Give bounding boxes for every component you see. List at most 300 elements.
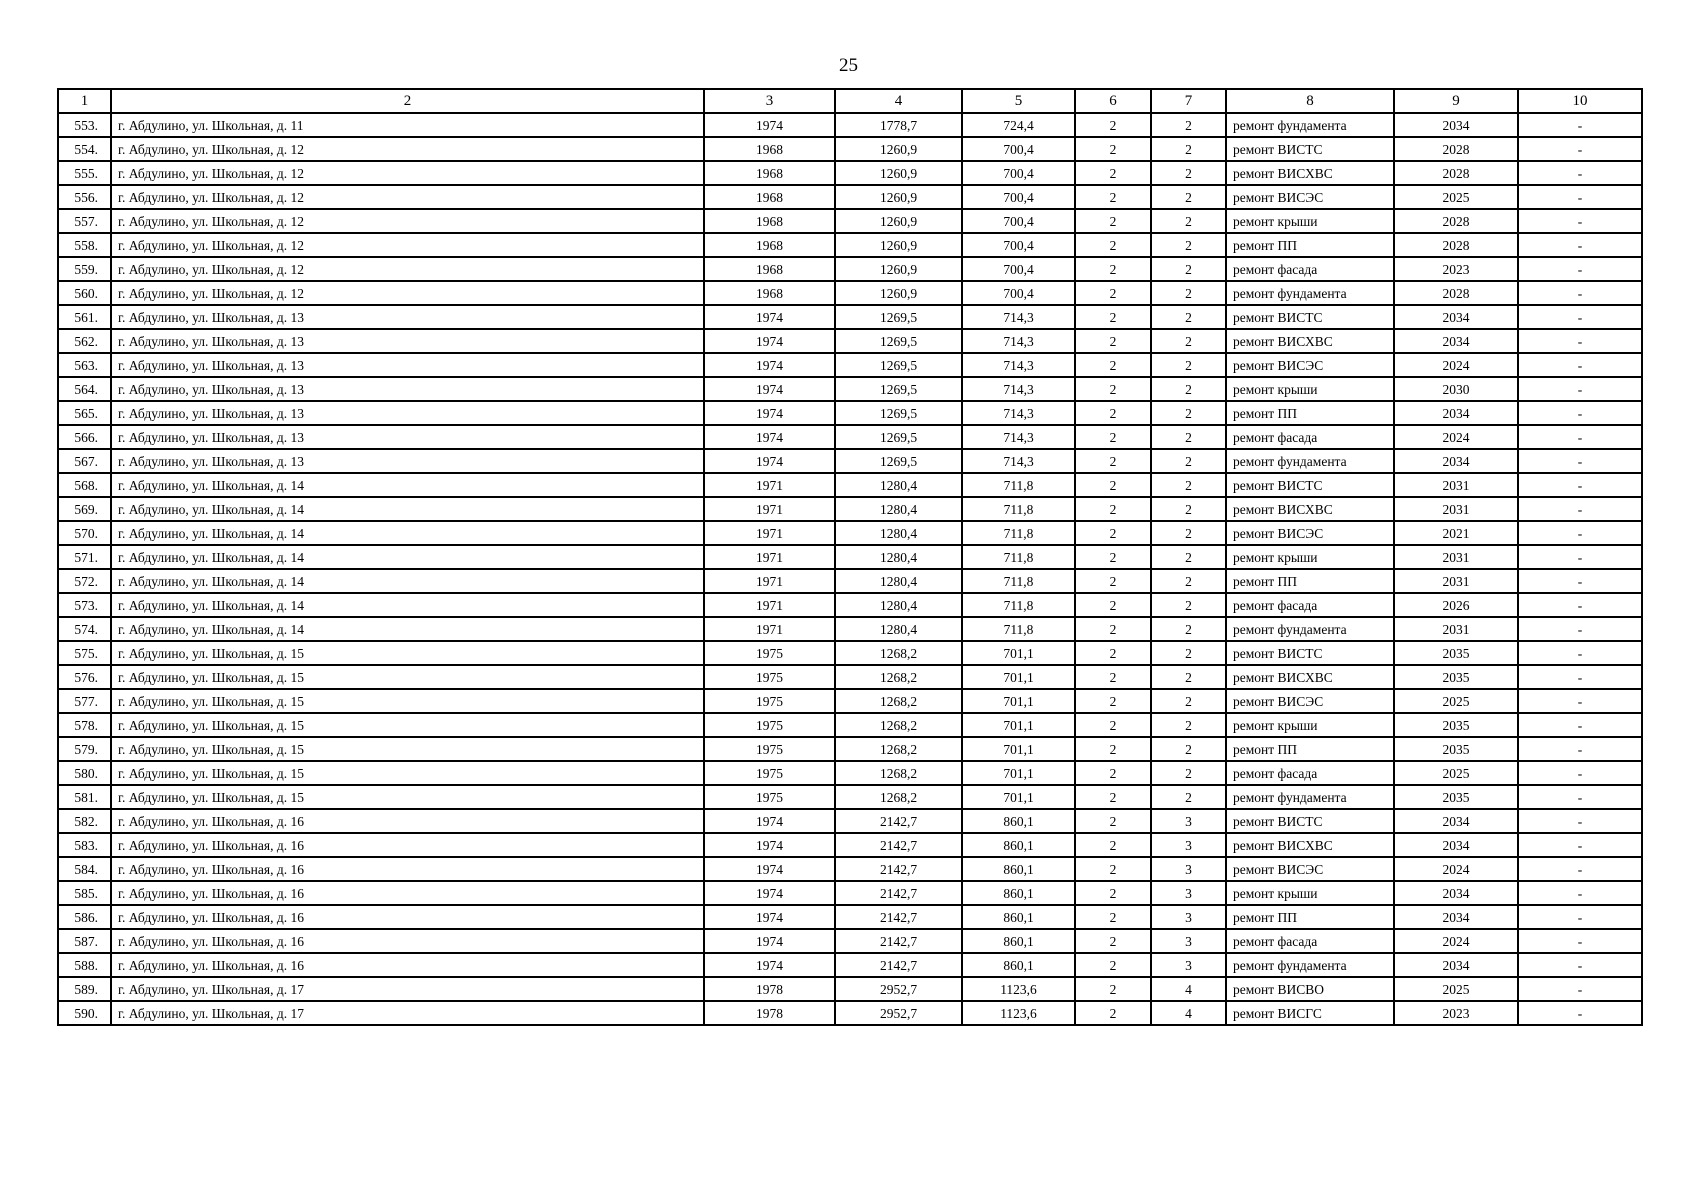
row-number-cell: 553.: [58, 113, 111, 137]
living-area-cell: 701,1: [962, 689, 1075, 713]
work-type-cell: ремонт фундамента: [1226, 113, 1394, 137]
planned-year-cell: 2034: [1394, 329, 1518, 353]
planned-year-cell: 2031: [1394, 473, 1518, 497]
column-7-cell: 3: [1151, 905, 1226, 929]
total-area-cell: 1260,9: [835, 161, 962, 185]
address-cell: г. Абдулино, ул. Школьная, д. 13: [111, 305, 704, 329]
living-area-cell: 714,3: [962, 449, 1075, 473]
planned-year-cell: 2034: [1394, 113, 1518, 137]
column-6-cell: 2: [1075, 281, 1151, 305]
table-row: [58, 881, 1642, 905]
work-type-cell: ремонт крыши: [1226, 545, 1394, 569]
planned-year-cell: 2030: [1394, 377, 1518, 401]
living-area-cell: 700,4: [962, 161, 1075, 185]
total-area-cell: 2142,7: [835, 881, 962, 905]
column-7-cell: 2: [1151, 329, 1226, 353]
address-cell: г. Абдулино, ул. Школьная, д. 16: [111, 833, 704, 857]
work-type-cell: ремонт ВИСТС: [1226, 305, 1394, 329]
column-6-cell: 2: [1075, 209, 1151, 233]
column-7-cell: 2: [1151, 737, 1226, 761]
row-number-cell: 589.: [58, 977, 111, 1001]
year-built-cell: 1974: [704, 929, 835, 953]
address-cell: г. Абдулино, ул. Школьная, д. 14: [111, 545, 704, 569]
column-6-cell: 2: [1075, 545, 1151, 569]
planned-year-cell: 2034: [1394, 833, 1518, 857]
repair-schedule-table: [57, 88, 1643, 1026]
planned-year-cell: 2024: [1394, 857, 1518, 881]
address-cell: г. Абдулино, ул. Школьная, д. 12: [111, 209, 704, 233]
column-7-cell: 2: [1151, 785, 1226, 809]
address-cell: г. Абдулино, ул. Школьная, д. 15: [111, 665, 704, 689]
table-row: [58, 689, 1642, 713]
column-6-cell: 2: [1075, 257, 1151, 281]
column-header-8: 8: [1226, 89, 1394, 113]
column-7-cell: 2: [1151, 377, 1226, 401]
year-built-cell: 1974: [704, 953, 835, 977]
table-row: [58, 209, 1642, 233]
address-cell: г. Абдулино, ул. Школьная, д. 16: [111, 809, 704, 833]
table-row: [58, 593, 1642, 617]
row-number-cell: 571.: [58, 545, 111, 569]
living-area-cell: 701,1: [962, 761, 1075, 785]
year-built-cell: 1975: [704, 665, 835, 689]
living-area-cell: 711,8: [962, 521, 1075, 545]
table-row: [58, 1001, 1642, 1025]
address-cell: г. Абдулино, ул. Школьная, д. 13: [111, 329, 704, 353]
planned-year-cell: 2023: [1394, 257, 1518, 281]
column-7-cell: 2: [1151, 545, 1226, 569]
living-area-cell: 714,3: [962, 353, 1075, 377]
work-type-cell: ремонт фундамента: [1226, 617, 1394, 641]
address-cell: г. Абдулино, ул. Школьная, д. 14: [111, 569, 704, 593]
year-built-cell: 1971: [704, 617, 835, 641]
column-6-cell: 2: [1075, 905, 1151, 929]
row-number-cell: 577.: [58, 689, 111, 713]
column-6-cell: 2: [1075, 641, 1151, 665]
table-row: [58, 329, 1642, 353]
column-7-cell: 2: [1151, 137, 1226, 161]
living-area-cell: 711,8: [962, 545, 1075, 569]
living-area-cell: 860,1: [962, 881, 1075, 905]
year-built-cell: 1974: [704, 809, 835, 833]
planned-year-cell: 2023: [1394, 1001, 1518, 1025]
year-built-cell: 1971: [704, 545, 835, 569]
row-number-cell: 567.: [58, 449, 111, 473]
column-7-cell: 2: [1151, 497, 1226, 521]
column-10-cell: -: [1518, 353, 1642, 377]
work-type-cell: ремонт фундамента: [1226, 281, 1394, 305]
column-header-7: 7: [1151, 89, 1226, 113]
column-header-6: 6: [1075, 89, 1151, 113]
column-6-cell: 2: [1075, 401, 1151, 425]
column-6-cell: 2: [1075, 593, 1151, 617]
column-10-cell: -: [1518, 497, 1642, 521]
row-number-cell: 588.: [58, 953, 111, 977]
column-10-cell: -: [1518, 449, 1642, 473]
planned-year-cell: 2028: [1394, 161, 1518, 185]
row-number-cell: 569.: [58, 497, 111, 521]
year-built-cell: 1974: [704, 401, 835, 425]
planned-year-cell: 2031: [1394, 569, 1518, 593]
column-7-cell: 3: [1151, 929, 1226, 953]
planned-year-cell: 2034: [1394, 953, 1518, 977]
column-header-4: 4: [835, 89, 962, 113]
address-cell: г. Абдулино, ул. Школьная, д. 14: [111, 617, 704, 641]
column-10-cell: -: [1518, 281, 1642, 305]
total-area-cell: 1269,5: [835, 329, 962, 353]
column-6-cell: 2: [1075, 377, 1151, 401]
work-type-cell: ремонт фасада: [1226, 593, 1394, 617]
living-area-cell: 860,1: [962, 929, 1075, 953]
column-7-cell: 2: [1151, 425, 1226, 449]
year-built-cell: 1978: [704, 1001, 835, 1025]
year-built-cell: 1968: [704, 185, 835, 209]
year-built-cell: 1968: [704, 281, 835, 305]
row-number-cell: 579.: [58, 737, 111, 761]
column-10-cell: -: [1518, 977, 1642, 1001]
total-area-cell: 1269,5: [835, 449, 962, 473]
row-number-cell: 585.: [58, 881, 111, 905]
address-cell: г. Абдулино, ул. Школьная, д. 12: [111, 233, 704, 257]
planned-year-cell: 2025: [1394, 689, 1518, 713]
table-row: [58, 425, 1642, 449]
column-6-cell: 2: [1075, 353, 1151, 377]
column-6-cell: 2: [1075, 977, 1151, 1001]
address-cell: г. Абдулино, ул. Школьная, д. 12: [111, 185, 704, 209]
column-10-cell: -: [1518, 233, 1642, 257]
work-type-cell: ремонт фасада: [1226, 425, 1394, 449]
work-type-cell: ремонт ВИСХВС: [1226, 161, 1394, 185]
planned-year-cell: 2035: [1394, 665, 1518, 689]
row-number-cell: 584.: [58, 857, 111, 881]
address-cell: г. Абдулино, ул. Школьная, д. 15: [111, 785, 704, 809]
year-built-cell: 1968: [704, 257, 835, 281]
header-row: [58, 89, 1642, 113]
table-row: [58, 977, 1642, 1001]
total-area-cell: 1260,9: [835, 281, 962, 305]
planned-year-cell: 2024: [1394, 929, 1518, 953]
year-built-cell: 1971: [704, 473, 835, 497]
work-type-cell: ремонт ВИСЭС: [1226, 185, 1394, 209]
column-10-cell: -: [1518, 569, 1642, 593]
column-6-cell: 2: [1075, 473, 1151, 497]
living-area-cell: 714,3: [962, 377, 1075, 401]
column-10-cell: -: [1518, 521, 1642, 545]
total-area-cell: 1260,9: [835, 233, 962, 257]
address-cell: г. Абдулино, ул. Школьная, д. 11: [111, 113, 704, 137]
column-6-cell: 2: [1075, 521, 1151, 545]
total-area-cell: 1260,9: [835, 185, 962, 209]
work-type-cell: ремонт ВИСТС: [1226, 809, 1394, 833]
total-area-cell: 2142,7: [835, 809, 962, 833]
year-built-cell: 1974: [704, 881, 835, 905]
row-number-cell: 583.: [58, 833, 111, 857]
living-area-cell: 711,8: [962, 617, 1075, 641]
table-row: [58, 185, 1642, 209]
column-7-cell: 4: [1151, 977, 1226, 1001]
row-number-cell: 556.: [58, 185, 111, 209]
table-row: [58, 521, 1642, 545]
work-type-cell: ремонт ПП: [1226, 905, 1394, 929]
work-type-cell: ремонт ВИСГС: [1226, 1001, 1394, 1025]
column-6-cell: 2: [1075, 737, 1151, 761]
work-type-cell: ремонт ПП: [1226, 569, 1394, 593]
row-number-cell: 580.: [58, 761, 111, 785]
column-10-cell: -: [1518, 305, 1642, 329]
column-10-cell: -: [1518, 953, 1642, 977]
table-row: [58, 713, 1642, 737]
column-10-cell: -: [1518, 689, 1642, 713]
row-number-cell: 574.: [58, 617, 111, 641]
address-cell: г. Абдулино, ул. Школьная, д. 12: [111, 161, 704, 185]
work-type-cell: ремонт ВИСЭС: [1226, 353, 1394, 377]
living-area-cell: 714,3: [962, 305, 1075, 329]
column-10-cell: -: [1518, 857, 1642, 881]
planned-year-cell: 2031: [1394, 617, 1518, 641]
living-area-cell: 1123,6: [962, 977, 1075, 1001]
year-built-cell: 1975: [704, 641, 835, 665]
living-area-cell: 701,1: [962, 641, 1075, 665]
work-type-cell: ремонт фундамента: [1226, 785, 1394, 809]
column-header-1: 1: [58, 89, 111, 113]
column-7-cell: 2: [1151, 473, 1226, 497]
work-type-cell: ремонт фундамента: [1226, 449, 1394, 473]
column-10-cell: -: [1518, 593, 1642, 617]
work-type-cell: ремонт ВИСХВС: [1226, 665, 1394, 689]
column-10-cell: -: [1518, 617, 1642, 641]
total-area-cell: 1280,4: [835, 593, 962, 617]
living-area-cell: 711,8: [962, 473, 1075, 497]
planned-year-cell: 2025: [1394, 185, 1518, 209]
column-7-cell: 3: [1151, 809, 1226, 833]
column-7-cell: 2: [1151, 113, 1226, 137]
column-10-cell: -: [1518, 113, 1642, 137]
living-area-cell: 701,1: [962, 785, 1075, 809]
work-type-cell: ремонт ВИСВО: [1226, 977, 1394, 1001]
total-area-cell: 2952,7: [835, 977, 962, 1001]
row-number-cell: 565.: [58, 401, 111, 425]
planned-year-cell: 2024: [1394, 425, 1518, 449]
planned-year-cell: 2028: [1394, 281, 1518, 305]
column-6-cell: 2: [1075, 809, 1151, 833]
column-10-cell: -: [1518, 185, 1642, 209]
work-type-cell: ремонт фасада: [1226, 929, 1394, 953]
column-10-cell: -: [1518, 737, 1642, 761]
column-10-cell: -: [1518, 257, 1642, 281]
total-area-cell: 2142,7: [835, 929, 962, 953]
total-area-cell: 1280,4: [835, 473, 962, 497]
column-7-cell: 2: [1151, 521, 1226, 545]
column-6-cell: 2: [1075, 137, 1151, 161]
column-10-cell: -: [1518, 401, 1642, 425]
column-6-cell: 2: [1075, 1001, 1151, 1025]
living-area-cell: 700,4: [962, 281, 1075, 305]
year-built-cell: 1968: [704, 137, 835, 161]
address-cell: г. Абдулино, ул. Школьная, д. 15: [111, 713, 704, 737]
year-built-cell: 1974: [704, 425, 835, 449]
address-cell: г. Абдулино, ул. Школьная, д. 13: [111, 353, 704, 377]
address-cell: г. Абдулино, ул. Школьная, д. 13: [111, 401, 704, 425]
column-10-cell: -: [1518, 473, 1642, 497]
planned-year-cell: 2035: [1394, 737, 1518, 761]
work-type-cell: ремонт ВИСЭС: [1226, 521, 1394, 545]
year-built-cell: 1975: [704, 713, 835, 737]
row-number-cell: 587.: [58, 929, 111, 953]
work-type-cell: ремонт ВИСТС: [1226, 473, 1394, 497]
total-area-cell: 1269,5: [835, 425, 962, 449]
planned-year-cell: 2031: [1394, 497, 1518, 521]
column-header-9: 9: [1394, 89, 1518, 113]
living-area-cell: 711,8: [962, 497, 1075, 521]
column-6-cell: 2: [1075, 689, 1151, 713]
year-built-cell: 1974: [704, 377, 835, 401]
work-type-cell: ремонт ВИСЭС: [1226, 689, 1394, 713]
column-7-cell: 2: [1151, 353, 1226, 377]
year-built-cell: 1974: [704, 329, 835, 353]
total-area-cell: 1269,5: [835, 377, 962, 401]
row-number-cell: 561.: [58, 305, 111, 329]
row-number-cell: 566.: [58, 425, 111, 449]
row-number-cell: 568.: [58, 473, 111, 497]
total-area-cell: 1280,4: [835, 569, 962, 593]
column-6-cell: 2: [1075, 953, 1151, 977]
address-cell: г. Абдулино, ул. Школьная, д. 16: [111, 905, 704, 929]
living-area-cell: 701,1: [962, 713, 1075, 737]
total-area-cell: 1268,2: [835, 785, 962, 809]
living-area-cell: 860,1: [962, 905, 1075, 929]
planned-year-cell: 2026: [1394, 593, 1518, 617]
column-10-cell: -: [1518, 1001, 1642, 1025]
total-area-cell: 2142,7: [835, 905, 962, 929]
column-10-cell: -: [1518, 545, 1642, 569]
total-area-cell: 2952,7: [835, 1001, 962, 1025]
column-7-cell: 2: [1151, 617, 1226, 641]
column-6-cell: 2: [1075, 233, 1151, 257]
work-type-cell: ремонт ВИСХВС: [1226, 329, 1394, 353]
living-area-cell: 860,1: [962, 833, 1075, 857]
year-built-cell: 1971: [704, 521, 835, 545]
table-row: [58, 905, 1642, 929]
living-area-cell: 1123,6: [962, 1001, 1075, 1025]
planned-year-cell: 2034: [1394, 905, 1518, 929]
address-cell: г. Абдулино, ул. Школьная, д. 13: [111, 377, 704, 401]
table-row: [58, 785, 1642, 809]
total-area-cell: 1280,4: [835, 617, 962, 641]
work-type-cell: ремонт крыши: [1226, 209, 1394, 233]
address-cell: г. Абдулино, ул. Школьная, д. 16: [111, 857, 704, 881]
table-row: [58, 641, 1642, 665]
work-type-cell: ремонт ВИСТС: [1226, 641, 1394, 665]
total-area-cell: 2142,7: [835, 857, 962, 881]
planned-year-cell: 2034: [1394, 449, 1518, 473]
column-6-cell: 2: [1075, 497, 1151, 521]
address-cell: г. Абдулино, ул. Школьная, д. 13: [111, 425, 704, 449]
column-header-10: 10: [1518, 89, 1642, 113]
living-area-cell: 860,1: [962, 809, 1075, 833]
work-type-cell: ремонт крыши: [1226, 713, 1394, 737]
year-built-cell: 1968: [704, 209, 835, 233]
table-row: [58, 449, 1642, 473]
column-10-cell: -: [1518, 209, 1642, 233]
table-body: [58, 113, 1642, 1025]
table-row: [58, 137, 1642, 161]
work-type-cell: ремонт ПП: [1226, 401, 1394, 425]
column-7-cell: 2: [1151, 641, 1226, 665]
total-area-cell: 1269,5: [835, 305, 962, 329]
address-cell: г. Абдулино, ул. Школьная, д. 14: [111, 497, 704, 521]
table-row: [58, 617, 1642, 641]
column-6-cell: 2: [1075, 305, 1151, 329]
column-7-cell: 3: [1151, 953, 1226, 977]
year-built-cell: 1974: [704, 305, 835, 329]
year-built-cell: 1974: [704, 857, 835, 881]
planned-year-cell: 2028: [1394, 137, 1518, 161]
living-area-cell: 700,4: [962, 233, 1075, 257]
total-area-cell: 1280,4: [835, 521, 962, 545]
work-type-cell: ремонт ВИСХВС: [1226, 833, 1394, 857]
planned-year-cell: 2035: [1394, 785, 1518, 809]
column-6-cell: 2: [1075, 833, 1151, 857]
column-10-cell: -: [1518, 377, 1642, 401]
year-built-cell: 1975: [704, 761, 835, 785]
address-cell: г. Абдулино, ул. Школьная, д. 12: [111, 281, 704, 305]
work-type-cell: ремонт крыши: [1226, 881, 1394, 905]
column-6-cell: 2: [1075, 113, 1151, 137]
planned-year-cell: 2034: [1394, 881, 1518, 905]
work-type-cell: ремонт фундамента: [1226, 953, 1394, 977]
work-type-cell: ремонт ВИСТС: [1226, 137, 1394, 161]
total-area-cell: 1268,2: [835, 641, 962, 665]
year-built-cell: 1968: [704, 161, 835, 185]
column-10-cell: -: [1518, 881, 1642, 905]
column-10-cell: -: [1518, 761, 1642, 785]
address-cell: г. Абдулино, ул. Школьная, д. 12: [111, 257, 704, 281]
living-area-cell: 724,4: [962, 113, 1075, 137]
column-6-cell: 2: [1075, 161, 1151, 185]
column-header-2: 2: [111, 89, 704, 113]
address-cell: г. Абдулино, ул. Школьная, д. 15: [111, 689, 704, 713]
living-area-cell: 700,4: [962, 185, 1075, 209]
column-10-cell: -: [1518, 833, 1642, 857]
work-type-cell: ремонт ПП: [1226, 233, 1394, 257]
address-cell: г. Абдулино, ул. Школьная, д. 14: [111, 593, 704, 617]
column-7-cell: 2: [1151, 401, 1226, 425]
total-area-cell: 1268,2: [835, 761, 962, 785]
planned-year-cell: 2034: [1394, 401, 1518, 425]
column-6-cell: 2: [1075, 569, 1151, 593]
year-built-cell: 1974: [704, 833, 835, 857]
table-row: [58, 497, 1642, 521]
table-row: [58, 833, 1642, 857]
column-10-cell: -: [1518, 329, 1642, 353]
row-number-cell: 582.: [58, 809, 111, 833]
table-row: [58, 377, 1642, 401]
column-10-cell: -: [1518, 161, 1642, 185]
total-area-cell: 1778,7: [835, 113, 962, 137]
column-6-cell: 2: [1075, 881, 1151, 905]
living-area-cell: 714,3: [962, 401, 1075, 425]
year-built-cell: 1974: [704, 113, 835, 137]
year-built-cell: 1975: [704, 785, 835, 809]
planned-year-cell: 2024: [1394, 353, 1518, 377]
work-type-cell: ремонт фасада: [1226, 257, 1394, 281]
year-built-cell: 1975: [704, 737, 835, 761]
year-built-cell: 1974: [704, 353, 835, 377]
table-row: [58, 281, 1642, 305]
row-number-cell: 560.: [58, 281, 111, 305]
planned-year-cell: 2025: [1394, 761, 1518, 785]
year-built-cell: 1968: [704, 233, 835, 257]
